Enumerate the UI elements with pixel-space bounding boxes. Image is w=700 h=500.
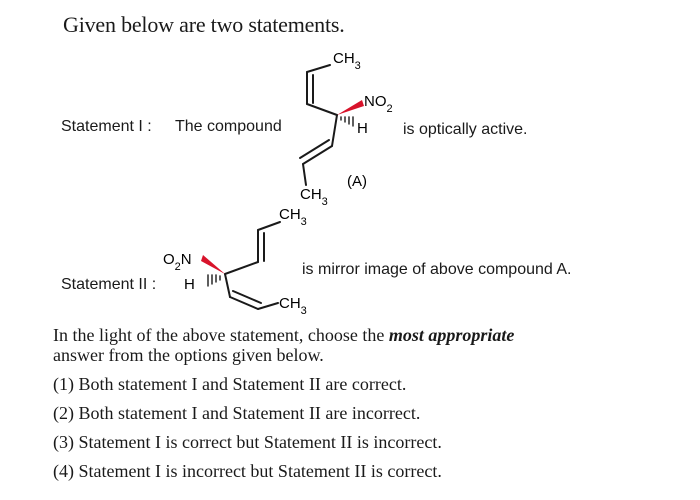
molecule-a-double-bond-lower-1 xyxy=(303,146,332,164)
molecule-a-hydrogen: H xyxy=(357,120,368,137)
molecule-a-bond-center-down xyxy=(332,115,337,146)
molecule-a-hashed-bond xyxy=(341,117,353,126)
option-3[interactable]: (3) Statement I is correct but Statement II is incorrect. xyxy=(53,432,442,452)
molecule-b-wedge-bond xyxy=(201,255,225,274)
molecule-b-hydrogen: H xyxy=(184,276,195,293)
statement-2-label: Statement II : xyxy=(61,276,157,293)
molecule-b-double-bond-lower-2 xyxy=(233,291,261,303)
instruction-line-1 xyxy=(53,325,514,346)
statement-1-tail-text: is optically active. xyxy=(403,121,528,138)
instruction-emphasis: most appropriate xyxy=(388,325,515,345)
question-heading: Given below are two statements. xyxy=(63,12,345,37)
statement-2-tail-text: is mirror image of above compound A. xyxy=(302,261,572,278)
molecule-a-bond-bottom xyxy=(303,164,306,185)
statement-1-label: Statement I : xyxy=(61,118,152,135)
molecule-a-double-bond-lower-2 xyxy=(300,140,329,158)
molecule-b xyxy=(208,222,280,309)
molecule-a-bond-to-center xyxy=(307,104,337,115)
molecule-a-top-group: $CH_3$ xyxy=(333,50,361,72)
molecule-b-bond-center-down xyxy=(225,274,230,297)
molecule-b-bond-to-center xyxy=(225,262,258,274)
molecule-b-hashed-bond xyxy=(208,275,220,286)
compound-a-tag: (A) xyxy=(347,173,367,190)
molecule-a xyxy=(300,65,353,185)
instruction-line-2: answer from the options given below. xyxy=(53,345,324,365)
molecule-b-double-bond-lower-1 xyxy=(230,297,258,309)
molecule-b-substituent: $O_2N$ xyxy=(163,251,192,273)
statement-1-lead-text: The compound xyxy=(175,118,282,135)
option-2[interactable]: (2) Both statement I and Statement II are incorrect. xyxy=(53,403,421,423)
molecule-a-bottom-group: $CH_3$ xyxy=(300,186,328,208)
molecule-b-top-group: $CH_3$ xyxy=(279,206,307,228)
instruction-line-1-text: In the light of the above statement, choose the xyxy=(53,325,389,345)
molecule-b-bottom-group: $CH_3$ xyxy=(279,295,307,317)
molecule-a-substituent: $NO_2$ xyxy=(364,93,393,115)
molecule-a-bond-top xyxy=(307,65,330,72)
molecule-b-bond-top xyxy=(258,222,280,230)
option-4[interactable]: (4) Statement I is incorrect but Statement II is correct. xyxy=(53,461,442,481)
option-1[interactable]: (1) Both statement I and Statement II are correct. xyxy=(53,374,407,394)
molecule-a-wedge-bond xyxy=(337,100,364,115)
